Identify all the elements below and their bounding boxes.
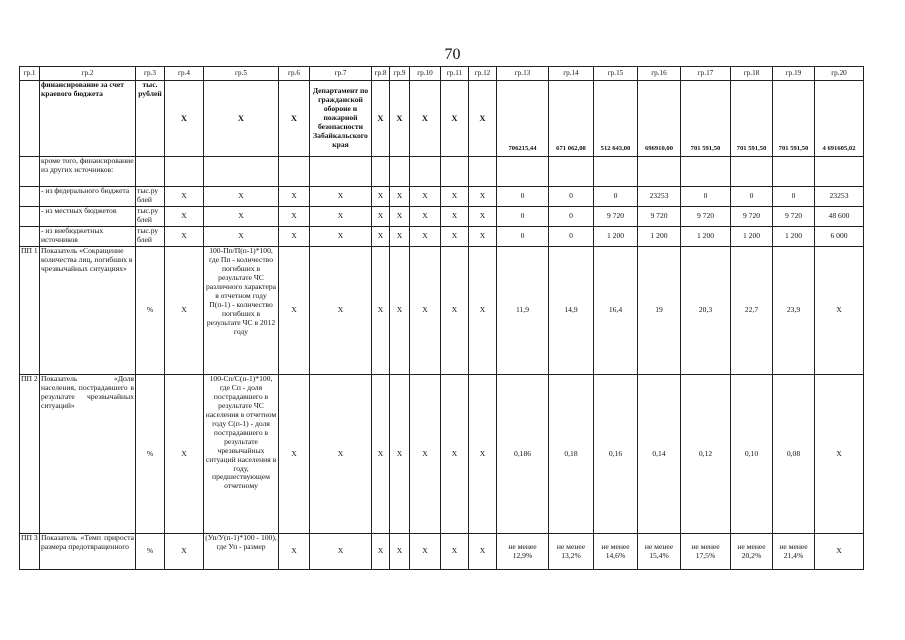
value-cell: 0 [549, 207, 594, 227]
value-cell: 0 [681, 187, 731, 207]
table-cell: X [441, 81, 469, 157]
table-cell: X [279, 375, 310, 534]
table-cell: X [390, 534, 410, 570]
table-cell: X [310, 207, 372, 227]
col-header: гр.6 [279, 67, 310, 81]
value-cell: X [815, 534, 864, 570]
table-cell: X [390, 247, 410, 375]
value-cell: 9 720 [594, 207, 638, 227]
indicator-code: ПП 1 [20, 247, 40, 375]
indicator-label: Показатель «Доля населения, пострадавшего в результате чрезвычайных ситуаций» [40, 375, 136, 534]
value-cell: 1 200 [731, 227, 773, 247]
table-cell: X [441, 534, 469, 570]
table-cell: X [165, 375, 204, 534]
col-header: гр.14 [549, 67, 594, 81]
table-row-indicator-2 [20, 375, 864, 534]
formula-cell: 100-Сп/С(п-1)*100, где Сп - доля пострадавшего в результате ЧС населения в отчетном году С(п-1) - доля пострадавшего в результате чрезвычайных ситуаций населения в году, предшествующем отчетному [204, 375, 279, 534]
value-cell: 16,4 [594, 247, 638, 375]
table-row-caption [20, 157, 864, 187]
page-number: 70 [444, 46, 461, 63]
table-cell [731, 157, 773, 187]
col-header: гр.20 [815, 67, 864, 81]
table-cell [441, 157, 469, 187]
table-cell: X [469, 81, 497, 157]
col-header: гр.17 [681, 67, 731, 81]
table-cell: X [410, 375, 441, 534]
value-cell: 512 643,00 [594, 81, 638, 157]
table-cell: X [372, 247, 390, 375]
col-header: гр.3 [136, 67, 165, 81]
table-cell: X [310, 187, 372, 207]
value-cell: не менее 21,4% [773, 534, 815, 570]
table-cell: X [469, 187, 497, 207]
value-cell: 706215,44 [497, 81, 549, 157]
col-header: гр.2 [40, 67, 136, 81]
value-cell: 0,18 [549, 375, 594, 534]
table-cell: X [469, 207, 497, 227]
table-row-regional [20, 81, 864, 157]
table-cell [390, 157, 410, 187]
table-cell: X [372, 227, 390, 247]
value-cell: 0 [594, 187, 638, 207]
table-cell [310, 157, 372, 187]
table-cell [594, 157, 638, 187]
table-row-indicator-3 [20, 534, 864, 570]
value-cell: 1 200 [773, 227, 815, 247]
value-cell: 0 [549, 227, 594, 247]
table-cell: X [390, 187, 410, 207]
formula-cell: (Уп/У(п-1)*100 - 100), где Уп - размер [204, 534, 279, 570]
table-cell: X [372, 534, 390, 570]
value-cell: 701 591,50 [731, 81, 773, 157]
table-cell: X [441, 207, 469, 227]
table-cell [410, 157, 441, 187]
value-cell: 701 591,50 [681, 81, 731, 157]
table-cell: X [204, 207, 279, 227]
value-cell: 9 720 [681, 207, 731, 227]
unit-cell: % [136, 375, 165, 534]
table-cell: X [469, 227, 497, 247]
row-label: - из федерального бюджета [40, 187, 136, 207]
value-cell: 4 691605,02 [815, 81, 864, 157]
value-cell: 0,14 [638, 375, 681, 534]
value-cell: 0,12 [681, 375, 731, 534]
value-cell: 0 [549, 187, 594, 207]
unit-cell: тыс.ру блей [136, 187, 165, 207]
value-cell: 1 200 [638, 227, 681, 247]
value-cell: 0,186 [497, 375, 549, 534]
value-cell: 23253 [638, 187, 681, 207]
table-cell: X [279, 207, 310, 227]
value-cell: 0,08 [773, 375, 815, 534]
table-cell: X [410, 247, 441, 375]
table-cell [773, 157, 815, 187]
col-header: гр.15 [594, 67, 638, 81]
table-cell: X [410, 81, 441, 157]
indicator-code: ПП 3 [20, 534, 40, 570]
table-cell: X [310, 534, 372, 570]
table-cell: X [279, 81, 310, 157]
table-cell: X [165, 207, 204, 227]
table-cell [549, 157, 594, 187]
unit-cell: тыс.ру блей [136, 207, 165, 227]
table-row-local [20, 207, 864, 227]
col-header: гр.13 [497, 67, 549, 81]
table-cell: X [469, 247, 497, 375]
value-cell: не менее 20,2% [731, 534, 773, 570]
table-cell: X [390, 81, 410, 157]
value-cell: 0 [497, 187, 549, 207]
table-cell [20, 157, 40, 187]
unit-cell: % [136, 534, 165, 570]
table-cell [136, 157, 165, 187]
table-cell [497, 157, 549, 187]
table-cell: X [165, 247, 204, 375]
col-header: гр.9 [390, 67, 410, 81]
table-cell: X [469, 375, 497, 534]
table-row-federal [20, 187, 864, 207]
table-cell: X [372, 187, 390, 207]
value-cell: 0 [497, 227, 549, 247]
unit-cell: тыс.ру блей [136, 227, 165, 247]
col-header: гр.1 [20, 67, 40, 81]
table-row-extrabudget [20, 227, 864, 247]
table-cell [638, 157, 681, 187]
col-header: гр.19 [773, 67, 815, 81]
table-cell: X [441, 375, 469, 534]
row-label: - из внебюджетных источников [40, 227, 136, 247]
value-cell: X [815, 375, 864, 534]
value-cell: 1 200 [594, 227, 638, 247]
table-cell: X [469, 534, 497, 570]
value-cell: 19 [638, 247, 681, 375]
table-cell [165, 157, 204, 187]
value-cell: 48 600 [815, 207, 864, 227]
table-cell: X [165, 534, 204, 570]
table-cell: X [204, 227, 279, 247]
table-cell: X [441, 227, 469, 247]
table-cell: X [372, 207, 390, 227]
table-cell: X [165, 81, 204, 157]
table-cell: X [390, 207, 410, 227]
table-cell [20, 187, 40, 207]
value-cell: не менее 12,9% [497, 534, 549, 570]
formula-cell: 100-Пп/П(п-1)*100, где Пп - количество погибших в результате ЧС различного характера в отчетном году П(п-1) - количество погибших в результате ЧС в 2012 году [204, 247, 279, 375]
header-row [20, 67, 864, 81]
value-cell: 20,3 [681, 247, 731, 375]
value-cell: 671 062,08 [549, 81, 594, 157]
col-header: гр.10 [410, 67, 441, 81]
table-cell: X [410, 187, 441, 207]
value-cell: 701 591,50 [773, 81, 815, 157]
col-header: гр.8 [372, 67, 390, 81]
col-header: гр.5 [204, 67, 279, 81]
unit-cell: тыс. рублей [136, 81, 165, 157]
value-cell: 9 720 [638, 207, 681, 227]
value-cell: 0,16 [594, 375, 638, 534]
value-cell: 0,10 [731, 375, 773, 534]
value-cell: 23253 [815, 187, 864, 207]
value-cell: X [815, 247, 864, 375]
unit-cell: % [136, 247, 165, 375]
col-header: гр.18 [731, 67, 773, 81]
col-header: гр.4 [165, 67, 204, 81]
table-cell: X [390, 227, 410, 247]
table-cell [279, 157, 310, 187]
value-cell: 22,7 [731, 247, 773, 375]
table-cell [815, 157, 864, 187]
table-cell [20, 81, 40, 157]
row-label: кроме того, финансирование из других источников: [40, 157, 136, 187]
department-cell: Департамент по гражданской обороне и пожарной безопасности Забайкальского края [310, 81, 372, 157]
value-cell: 9 720 [773, 207, 815, 227]
table-cell: X [410, 534, 441, 570]
table-cell [469, 157, 497, 187]
col-header: гр.7 [310, 67, 372, 81]
table-cell: X [372, 81, 390, 157]
value-cell: не менее 13,2% [549, 534, 594, 570]
program-table [19, 66, 864, 570]
table-cell: X [410, 227, 441, 247]
col-header: гр.16 [638, 67, 681, 81]
indicator-label: Показатель «Темп прироста размера предотвращенного [40, 534, 136, 570]
table-cell: X [279, 187, 310, 207]
table-cell: X [279, 534, 310, 570]
value-cell: 0 [731, 187, 773, 207]
table-cell: X [204, 81, 279, 157]
table-cell: X [441, 247, 469, 375]
table-cell: X [279, 227, 310, 247]
value-cell: 0 [497, 207, 549, 227]
table-cell: X [372, 375, 390, 534]
table-cell: X [310, 247, 372, 375]
table-cell [681, 157, 731, 187]
col-header: гр.11 [441, 67, 469, 81]
value-cell: 9 720 [731, 207, 773, 227]
value-cell: 0 [773, 187, 815, 207]
table-cell: X [410, 207, 441, 227]
value-cell: 1 200 [681, 227, 731, 247]
table-row-indicator-1 [20, 247, 864, 375]
table-cell: X [204, 187, 279, 207]
indicator-label: Показатель «Сокращение количества лиц, погибших в чрезвычайных ситуациях» [40, 247, 136, 375]
table-cell: X [390, 375, 410, 534]
table-cell [20, 207, 40, 227]
table-cell: X [310, 227, 372, 247]
row-label: финансирование за счет краевого бюджета [40, 81, 136, 157]
value-cell: 23,9 [773, 247, 815, 375]
table-cell: X [165, 227, 204, 247]
table-cell [20, 227, 40, 247]
row-label: - из местных бюджетов [40, 207, 136, 227]
value-cell: 11,9 [497, 247, 549, 375]
table-cell [204, 157, 279, 187]
table-cell: X [279, 247, 310, 375]
value-cell: не менее 17,5% [681, 534, 731, 570]
col-header: гр.12 [469, 67, 497, 81]
table-cell [372, 157, 390, 187]
value-cell: 696910,00 [638, 81, 681, 157]
value-cell: не менее 14,6% [594, 534, 638, 570]
value-cell: 14,9 [549, 247, 594, 375]
value-cell: не менее 15,4% [638, 534, 681, 570]
table-cell: X [165, 187, 204, 207]
table-cell: X [310, 375, 372, 534]
indicator-code: ПП 2 [20, 375, 40, 534]
value-cell: 6 000 [815, 227, 864, 247]
table-cell: X [441, 187, 469, 207]
